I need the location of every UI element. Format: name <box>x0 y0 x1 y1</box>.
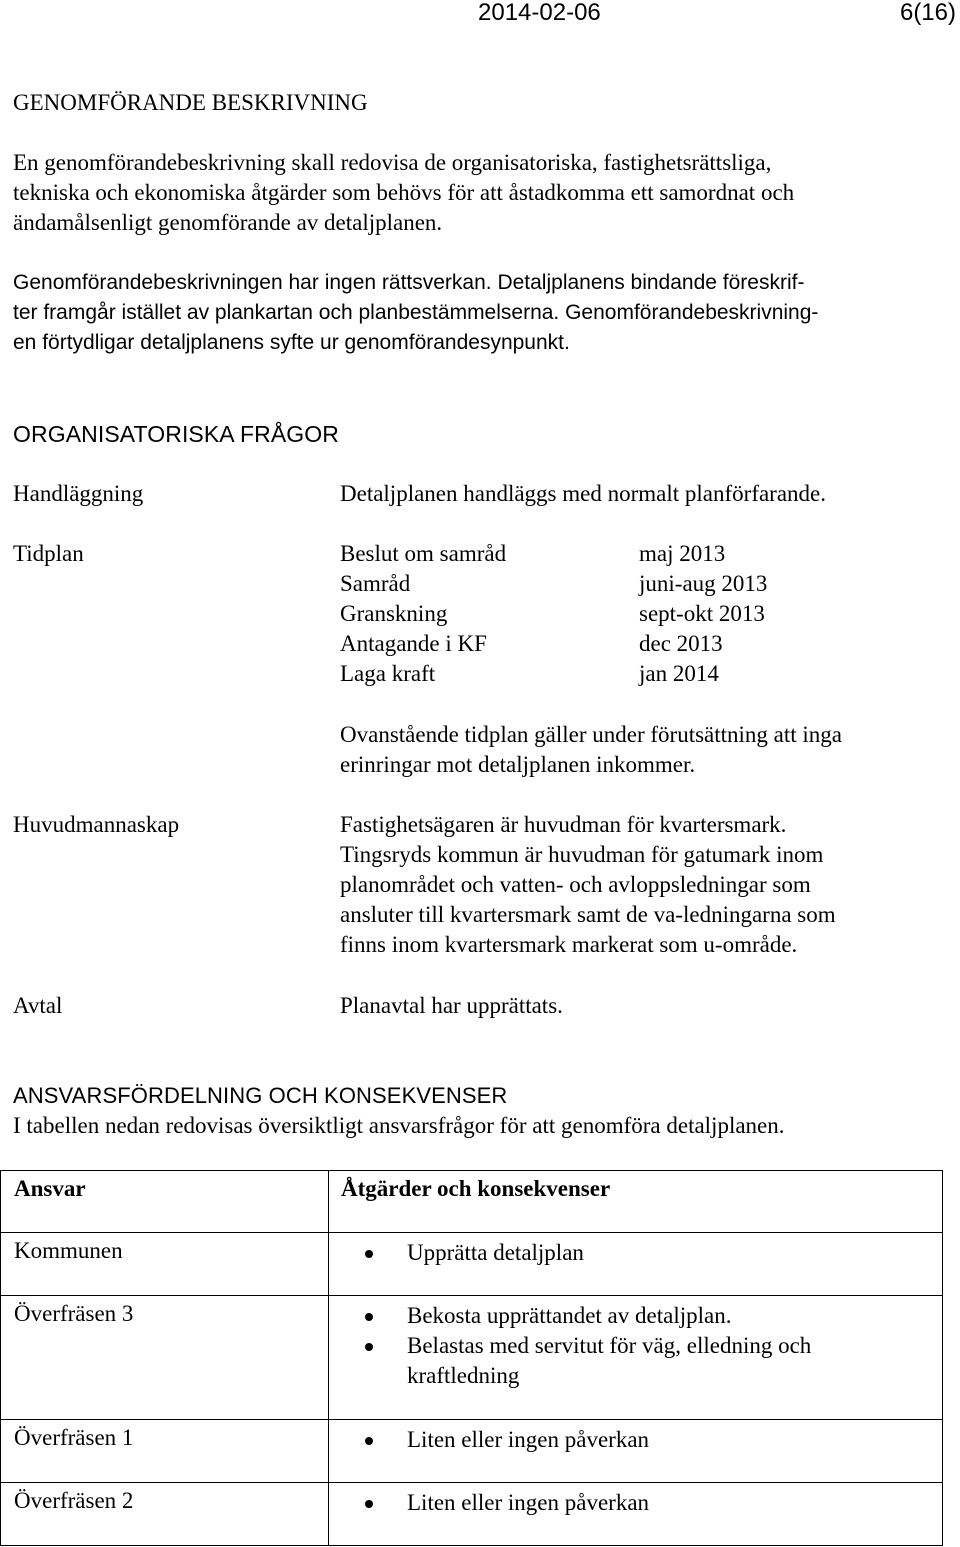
header-page-number: 6(16) <box>899 0 956 26</box>
note-line: Genomförandebeskrivningen har ingen rättsverkan. Detaljplanens bindande föreskrif- <box>13 271 805 294</box>
list-item-text: kraftledning <box>407 1363 520 1388</box>
list-item: Bekosta upprättandet av detaljplan. <box>329 1301 942 1331</box>
intro-line: tekniska och ekonomiska åtgärder som behövs för att åstadkomma ett samordnat och <box>13 180 795 205</box>
table-cell-party <box>1 1483 329 1546</box>
note-paragraph <box>13 268 938 358</box>
huvudmannaskap-line: finns inom kvartersmark markerat som u-område. <box>340 932 798 957</box>
ansvar-intro: I tabellen nedan redovisas översiktligt ansvarsfrågor för att genomföra detaljplanen. <box>13 1113 785 1138</box>
tidplan-date: juni-aug 2013 <box>639 571 768 596</box>
header-date: 2014-02-06 <box>478 0 601 26</box>
tidplan-label: Tidplan <box>13 541 84 566</box>
table-cell-items <box>329 1483 943 1546</box>
tidplan-date: maj 2013 <box>639 541 726 566</box>
table-cell-items <box>329 1420 943 1483</box>
party-name: Överfräsen 1 <box>14 1425 134 1450</box>
table-row <box>1 1420 943 1483</box>
responsibility-table <box>0 1170 943 1546</box>
measure-list <box>329 1488 942 1518</box>
list-item <box>329 1331 942 1391</box>
column-header-atgarder: Åtgärder och konsekvenser <box>341 1176 611 1201</box>
table-cell-items <box>329 1233 943 1296</box>
measure-list <box>329 1301 942 1391</box>
handlaggning-label: Handläggning <box>13 481 144 506</box>
tidplan-step: Laga kraft <box>340 661 436 686</box>
table-cell-party <box>1 1296 329 1420</box>
tidplan-date: sept-okt 2013 <box>639 601 765 626</box>
party-name: Överfräsen 3 <box>14 1301 134 1326</box>
tidplan-steps <box>340 539 506 689</box>
huvudmannaskap-line: ansluter till kvartersmark samt de va-ledningarna som <box>340 902 836 927</box>
table-row <box>1 1233 943 1296</box>
tidplan-note-line: Ovanstående tidplan gäller under förutsättning att inga <box>340 722 843 747</box>
list-item: Liten eller ingen påverkan <box>329 1488 942 1518</box>
tidplan-step: Samråd <box>340 571 411 596</box>
avtal-text: Planavtal har upprättats. <box>340 993 563 1018</box>
tidplan-step: Beslut om samråd <box>340 541 507 566</box>
intro-paragraph <box>13 148 938 238</box>
table-cell-items <box>329 1296 943 1420</box>
measure-list <box>329 1425 942 1455</box>
table-header-cell <box>329 1171 943 1233</box>
huvudmannaskap-line: Tingsryds kommun är huvudman för gatumark inom <box>340 842 824 867</box>
intro-line: En genomförandebeskrivning skall redovisa de organisatoriska, fastighetsrättsliga, <box>13 150 772 175</box>
column-header-ansvar: Ansvar <box>14 1176 86 1201</box>
table-header-row <box>1 1171 943 1233</box>
tidplan-date: dec 2013 <box>639 631 723 656</box>
table-cell-party <box>1 1233 329 1296</box>
tidplan-dates <box>639 539 767 689</box>
huvudmannaskap-label: Huvudmannaskap <box>13 812 180 837</box>
section-heading-organisatoriska: ORGANISATORISKA FRÅGOR <box>13 421 339 447</box>
huvudmannaskap-line: Fastighetsägaren är huvudman för kvartersmark. <box>340 812 787 837</box>
avtal-label: Avtal <box>13 993 63 1018</box>
note-line: ter framgår istället av plankartan och planbestämmelserna. Genomförandebeskrivning- <box>13 301 819 324</box>
table-row <box>1 1296 943 1420</box>
table-header-cell <box>1 1171 329 1233</box>
intro-line: ändamålsenligt genomförande av detaljplanen. <box>13 210 443 235</box>
tidplan-step: Antagande i KF <box>340 631 487 656</box>
tidplan-date: jan 2014 <box>639 661 719 686</box>
party-name: Överfräsen 2 <box>14 1488 134 1513</box>
party-name: Kommunen <box>14 1238 123 1263</box>
table-row <box>1 1483 943 1546</box>
tidplan-note <box>340 720 842 780</box>
handlaggning-text: Detaljplanen handläggs med normalt planförfarande. <box>340 481 827 506</box>
section-heading-ansvarsfordelning: ANSVARSFÖRDELNING OCH KONSEKVENSER <box>13 1083 508 1108</box>
list-item: Liten eller ingen påverkan <box>329 1425 942 1455</box>
table-cell-party <box>1 1420 329 1483</box>
note-line: en förtydligar detaljplanens syfte ur genomförandesynpunkt. <box>13 331 570 354</box>
page-title: GENOMFÖRANDE BESKRIVNING <box>13 90 368 115</box>
huvudmannaskap-text <box>340 810 836 960</box>
list-item-text: Belastas med servitut för väg, elledning och <box>407 1333 812 1358</box>
tidplan-note-line: erinringar mot detaljplanen inkommer. <box>340 752 696 777</box>
tidplan-step: Granskning <box>340 601 448 626</box>
measure-list <box>329 1238 942 1268</box>
huvudmannaskap-line: planområdet och vatten- och avloppsledningar som <box>340 872 811 897</box>
list-item: Upprätta detaljplan <box>329 1238 942 1268</box>
